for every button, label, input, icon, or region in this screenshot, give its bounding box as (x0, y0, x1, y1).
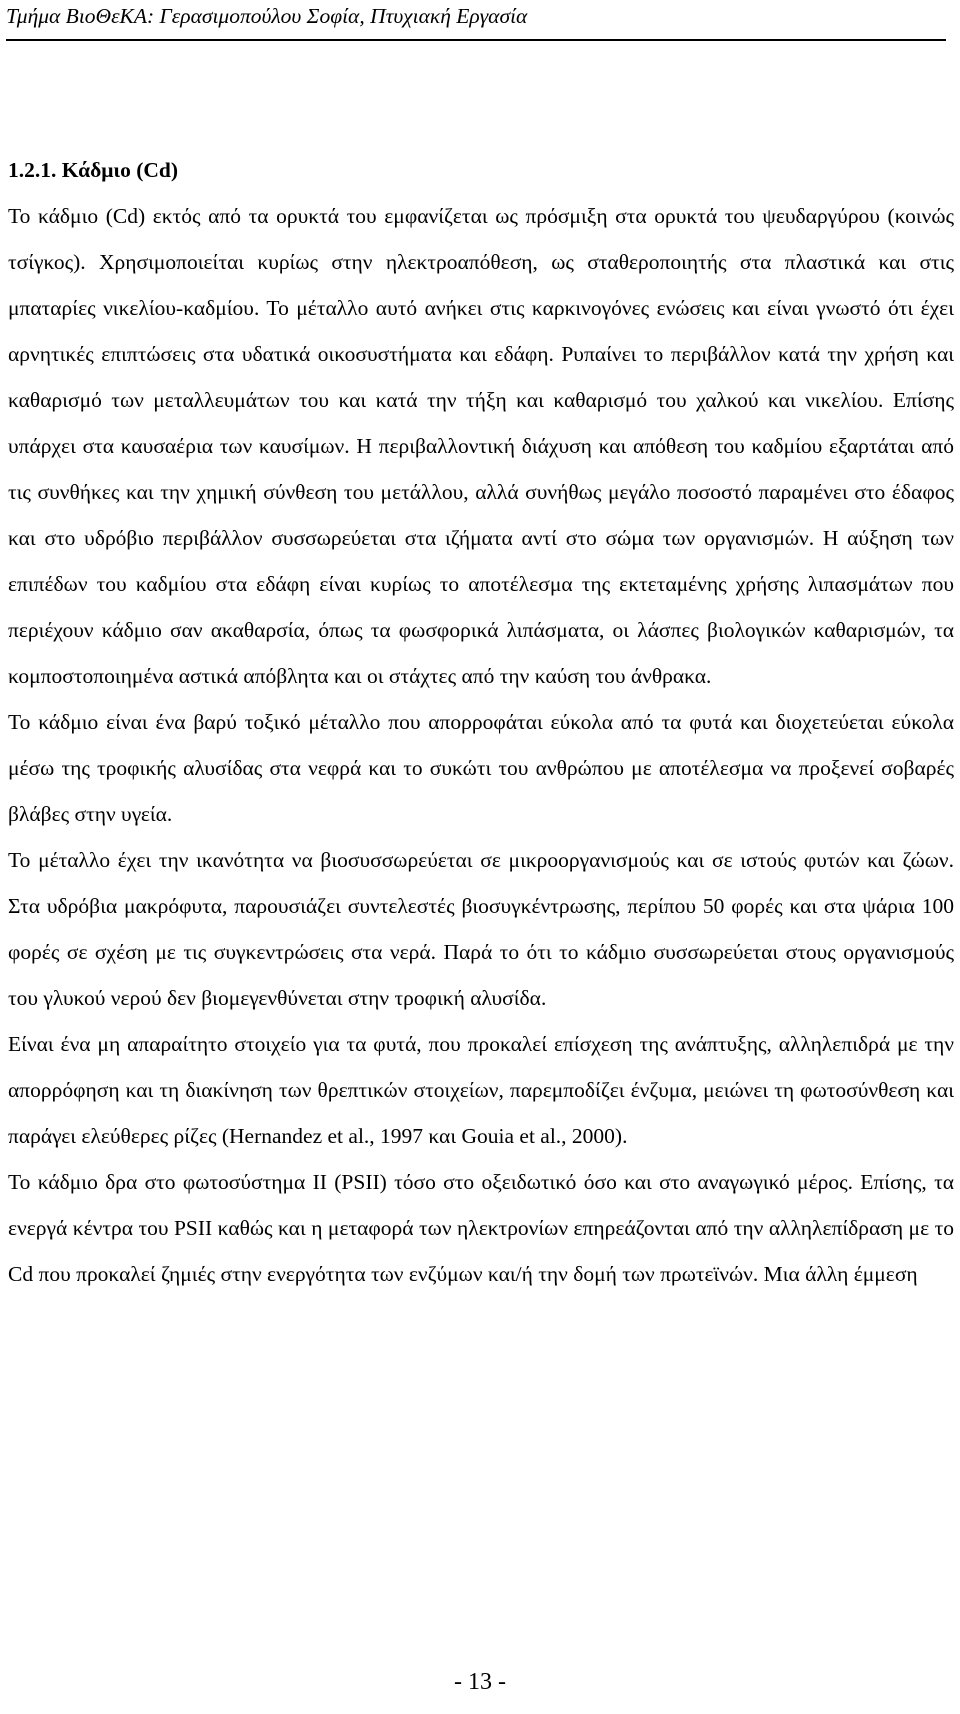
page-header (6, 2, 946, 41)
paragraph-bioaccumulation: Το μέταλλο έχει την ικανότητα να βιοσυσσωρεύεται σε μικροοργανισμούς και σε ιστούς φυτών και ζώων. Στα υδρόβια μακρόφυτα, παρουσιάζει συντελεστές βιοσυγκέντρωσης, περίπου 50 φορές και στα ψάρια 100 φορές σε σχέση με τις συγκεντρώσεις στα νερά. Παρά το ότι το κάδμιο συσσωρεύεται στους οργανισμούς του γλυκού νερού δεν βιομεγενθύνεται στην τροφική αλυσίδα. (8, 848, 954, 1010)
paragraph-plant-effects: Είναι ένα μη απαραίτητο στοιχείο για τα φυτά, που προκαλεί επίσχεση της ανάπτυξης, αλληλεπιδρά με την απορρόφηση και τη διακίνηση των θρεπτικών στοιχείων, παρεμποδίζει ένζυμα, μειώνει τη φωτοσύνθεση και παράγει ελεύθερες ρίζες (Hernandez et al., 1997 και Gouia et al., 2000). (8, 1032, 954, 1148)
paragraph-cadmium-sources: Το κάδμιο (Cd) εκτός από τα ορυκτά του εμφανίζεται ως πρόσμιξη στα ορυκτά του ψευδαργύρου (κοινώς τσίγκος). Χρησιμοποιείται κυρίως στην ηλεκτροαπόθεση, ως σταθεροποιητής στα πλαστικά και στις μπαταρίες νικελίου-καδμίου. Το μέταλλο αυτό ανήκει στις καρκινογόνες ενώσεις και είναι γνωστό ότι έχει αρνητικές επιπτώσεις στα υδατικά οικοσυστήματα και εδάφη. Ρυπαίνει το περιβάλλον κατά την χρήση και καθαρισμό των μεταλλευμάτων του και κατά την τήξη και καθαρισμό του χαλκού και νικελίου. Επίσης υπάρχει στα καυσαέρια των καυσίμων. Η περιβαλλοντική διάχυση και απόθεση του καδμίου εξαρτάται από τις συνθήκες και την χημική σύνθεση του μετάλλου, αλλά συνήθως μεγάλο ποσοστό παραμένει στο έδαφος και στο υδρόβιο περιβάλλον συσσωρεύεται στα ιζήματα αντί στο σώμα των οργανισμών. Η αύξηση των επιπέδων του καδμίου στα εδάφη είναι κυρίως το αποτέλεσμα της εκτεταμένης χρήσης λιπασμάτων που περιέχουν κάδμιο σαν ακαθαρσία, όπως τα φωσφορικά λιπάσματα, οι λάσπες βιολογικών καθαρισμών, τα κομποστοποιημένα αστικά απόβλητα και οι στάχτες από την καύση του άνθρακα. (8, 204, 954, 688)
section-heading: 1.2.1. Κάδμιο (Cd) (8, 158, 179, 182)
page-number: - 13 - (454, 1669, 506, 1695)
document-body (8, 126, 954, 1297)
page-header-title: Τμήμα ΒιοΘεΚΑ: Γερασιμοπούλου Σοφία, Πτυχιακή Εργασία (6, 4, 528, 28)
paragraph-toxicity: Το κάδμιο είναι ένα βαρύ τοξικό μέταλλο που απορροφάται εύκολα από τα φυτά και διοχετεύεται εύκολα μέσω της τροφικής αλυσίδας στα νεφρά και το συκώτι του ανθρώπου με αποτέλεσμα να προξενεί σοβαρές βλάβες στην υγεία. (8, 710, 954, 826)
paragraph-photosystem: Το κάδμιο δρα στο φωτοσύστημα ΙΙ (PSII) τόσο στο οξειδωτικό όσο και στο αναγωγικό μέρος. Επίσης, τα ενεργά κέντρα του PSII καθώς και η μεταφορά των ηλεκτρονίων επηρεάζονται από την αλληλεπίδραση με το Cd που προκαλεί ζημιές στην ενεργότητα των ενζύμων και/ή την δομή των πρωτεϊνών. Μια άλλη έμμεση (8, 1170, 954, 1286)
